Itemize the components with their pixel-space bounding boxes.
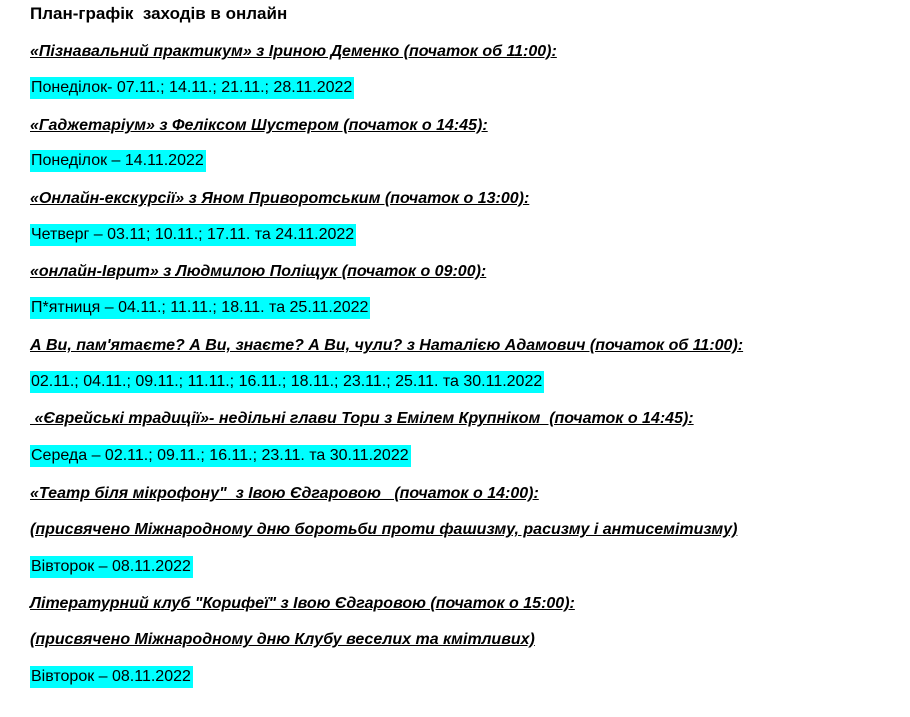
event-heading: Літературний клуб "Корифеї" з Івою Єдгаровою (початок о 15:00): — [30, 595, 575, 612]
event-heading: «онлайн-Іврит» з Людмилою Поліщук (початок о 09:00): — [30, 263, 487, 280]
event-dedication: (присвячено Міжнародному дню Клубу веселих та кмітливих) — [30, 631, 535, 648]
event-heading: «Єврейські традиції»- недільні глави Тори з Емілем Крупніком (початок о 14:45): — [30, 410, 694, 427]
event-heading: «Гаджетаріум» з Феліксом Шустером (початок о 14:45): — [30, 117, 488, 134]
event-dates: П*ятниця – 04.11.; 11.11.; 18.11. та 25.11.2022 — [30, 297, 370, 319]
event-dates: Середа – 02.11.; 09.11.; 16.11.; 23.11. та 30.11.2022 — [30, 445, 411, 467]
event-dates: Вівторок – 08.11.2022 — [30, 556, 193, 578]
event-dates: Понеділок – 14.11.2022 — [30, 150, 206, 172]
event-heading: А Ви, пам'ятаєте? А Ви, знаєте? А Ви, чули? з Наталією Адамович (початок об 11:00): — [30, 337, 744, 354]
event-heading: «Театр біля мікрофону" з Івою Єдгаровою (початок о 14:00): — [30, 485, 539, 502]
document-title: План-графік заходів в онлайн — [30, 4, 288, 23]
event-heading: «Онлайн-екскурсії» з Яном Приворотським (початок о 13:00): — [30, 190, 530, 207]
event-dates: 02.11.; 04.11.; 09.11.; 11.11.; 16.11.; 18.11.; 23.11.; 25.11. та 30.11.2022 — [30, 371, 544, 393]
event-dates: Понеділок- 07.11.; 14.11.; 21.11.; 28.11.2022 — [30, 77, 354, 99]
event-dates: Четверг – 03.11; 10.11.; 17.11. та 24.11.2022 — [30, 224, 356, 246]
event-dedication: (присвячено Міжнародному дню боротьби проти фашизму, расизму і антисемітизму) — [30, 521, 738, 538]
event-heading: «Пізнавальний практикум» з Іриною Деменко (початок об 11:00): — [30, 43, 557, 60]
event-dates: Вівторок – 08.11.2022 — [30, 666, 193, 688]
